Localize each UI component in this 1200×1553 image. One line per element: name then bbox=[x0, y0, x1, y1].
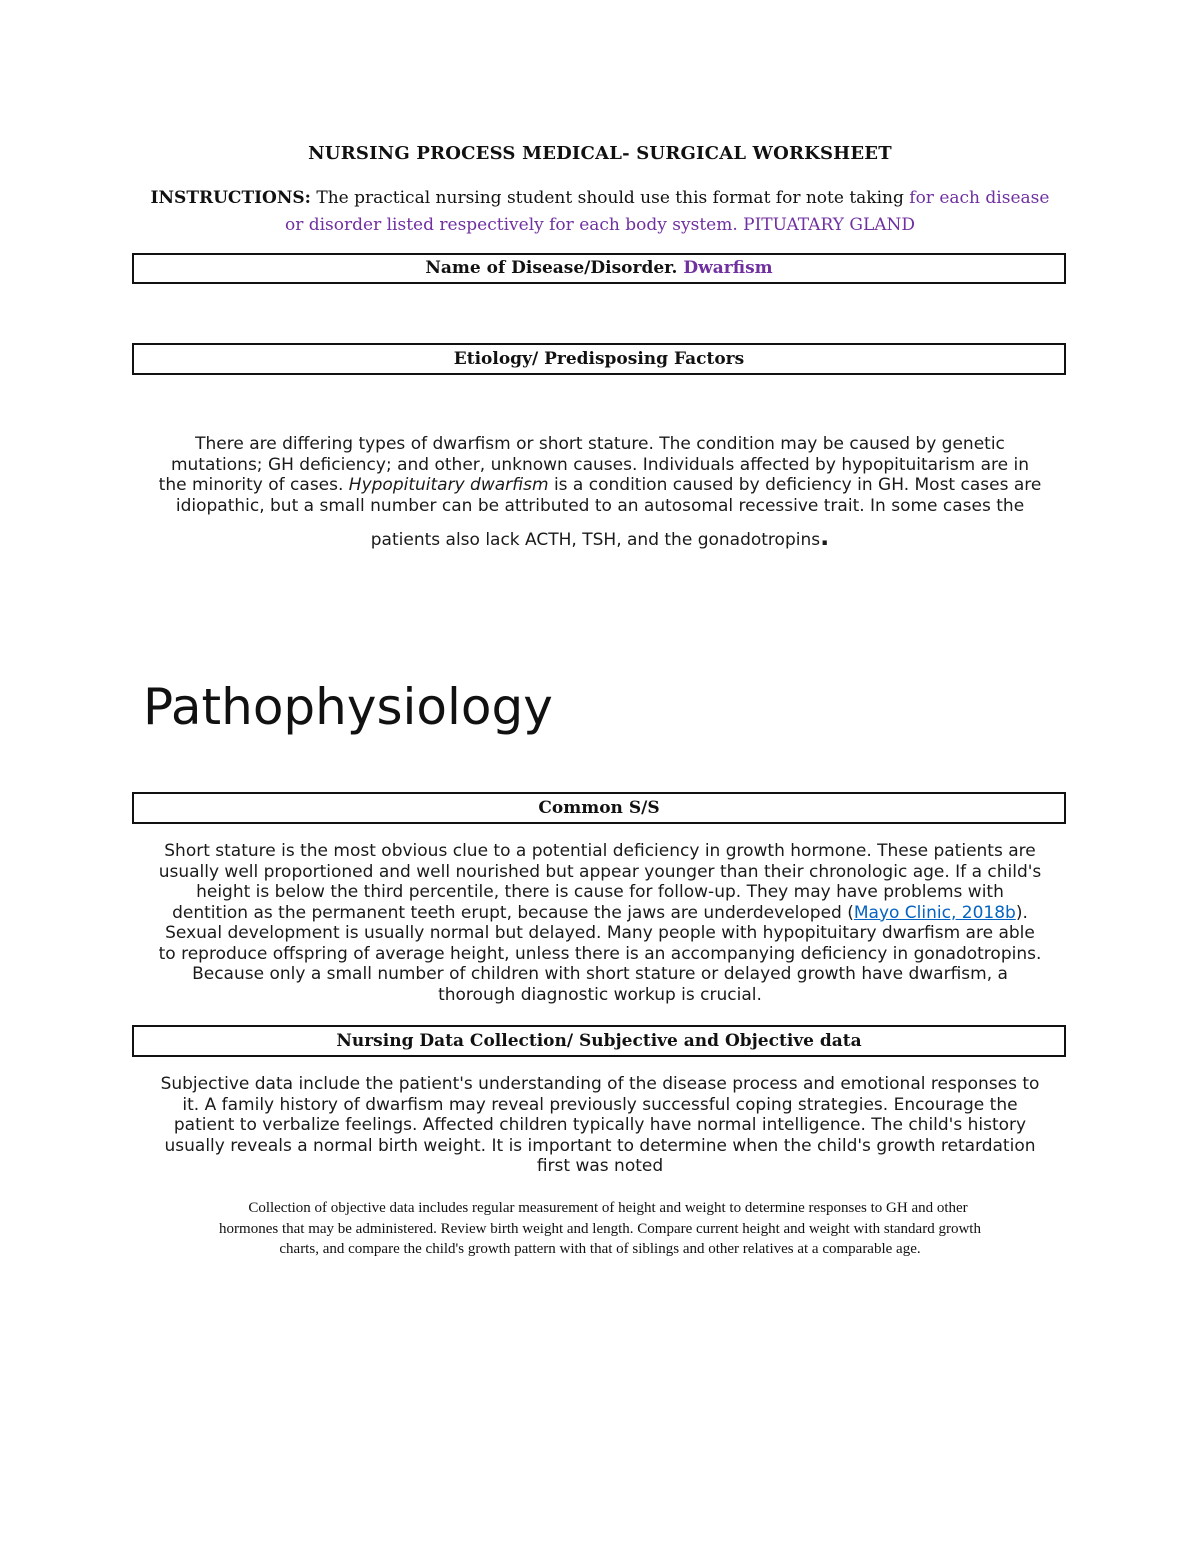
signs-line: to reproduce offspring of average height, unless there is an accompanying deficiency in gonadotropins. bbox=[158, 943, 1042, 964]
signs-line: height is below the third percentile, there is cause for follow-up. They may have problems with bbox=[196, 882, 1004, 902]
signs-heading-box bbox=[132, 792, 1066, 824]
etiology-heading-box bbox=[132, 343, 1066, 375]
data-collection-heading-box bbox=[132, 1025, 1066, 1057]
etiology-line bbox=[100, 523, 1100, 551]
signs-line: Because only a small number of children with short stature or delayed growth have dwarfism, a bbox=[192, 964, 1008, 984]
etiology-italic-term: Hypopituitary dwarfism bbox=[348, 475, 549, 495]
instructions-text: The practical nursing student should use this format for note taking bbox=[316, 188, 904, 208]
signs-text bbox=[100, 841, 1100, 1005]
objective-line: Collection of objective data includes regular measurement of height and weight to determine responses to GH and other bbox=[248, 1200, 968, 1216]
signs-line: Sexual development is usually normal but delayed. Many people with hypopituitary dwarfism are able bbox=[165, 923, 1035, 943]
disease-name-box bbox=[132, 253, 1066, 284]
etiology-period: . bbox=[820, 523, 830, 551]
subjective-line: first was noted bbox=[536, 1156, 664, 1176]
objective-line: hormones that may be administered. Review birth weight and length. Compare current height and weight with standard growth bbox=[219, 1220, 981, 1237]
etiology-text bbox=[100, 434, 1100, 551]
disease-value: Dwarfism bbox=[683, 258, 773, 278]
signs-line: Short stature is the most obvious clue to a potential deficiency in growth hormone. These patients are bbox=[164, 841, 1036, 861]
etiology-line bbox=[100, 475, 1100, 496]
instructions bbox=[140, 185, 1060, 239]
etiology-line-part: the minority of cases. bbox=[158, 475, 344, 495]
instructions-label: INSTRUCTIONS: bbox=[150, 188, 311, 208]
subjective-text bbox=[100, 1074, 1100, 1177]
etiology-line: mutations; GH deficiency; and other, unknown causes. Individuals affected by hypopituitarism are in bbox=[170, 454, 1030, 475]
objective-line: charts, and compare the child's growth pattern with that of siblings and other relatives at a comparable age. bbox=[279, 1241, 921, 1257]
instructions-purple-2: or disorder listed respectively for each body system. PITUATARY GLAND bbox=[284, 215, 916, 235]
signs-line: usually well proportioned and well nourished but appear younger than their chronologic age. If a child's bbox=[158, 861, 1042, 882]
instructions-purple-1: for each disease bbox=[909, 188, 1050, 208]
subjective-line: it. A family history of dwarfism may reveal previously successful coping strategies. Encourage the bbox=[182, 1094, 1018, 1115]
mayo-clinic-link[interactable]: Mayo Clinic, 2018b bbox=[853, 902, 1016, 923]
disease-label: Name of Disease/Disorder. bbox=[425, 258, 678, 278]
pathophysiology-heading: Pathophysiology bbox=[143, 678, 553, 736]
signs-line bbox=[100, 903, 1100, 924]
data-collection-heading: Nursing Data Collection/ Subjective and Objective data bbox=[336, 1031, 862, 1051]
subjective-line: patient to verbalize feelings. Affected children typically have normal intelligence. The child's history bbox=[173, 1115, 1027, 1135]
subjective-line: usually reveals a normal birth weight. It is important to determine when the child's growth retardation bbox=[164, 1135, 1036, 1156]
etiology-heading: Etiology/ Predisposing Factors bbox=[453, 349, 745, 369]
etiology-line-part: is a condition caused by deficiency in GH. Most cases are bbox=[553, 475, 1042, 495]
worksheet-title: NURSING PROCESS MEDICAL- SURGICAL WORKSHEET bbox=[308, 143, 892, 164]
signs-heading: Common S/S bbox=[538, 798, 660, 818]
etiology-line: idiopathic, but a small number can be attributed to an autosomal recessive trait. In some cases the bbox=[175, 495, 1025, 516]
objective-text bbox=[100, 1198, 1100, 1260]
etiology-line: There are differing types of dwarfism or short stature. The condition may be caused by genetic bbox=[195, 434, 1005, 454]
etiology-line-part: patients also lack ACTH, TSH, and the gonadotropins bbox=[370, 530, 821, 550]
signs-line-part: dentition as the permanent teeth erupt, because the jaws are underdeveloped ( bbox=[172, 902, 854, 923]
signs-line: thorough diagnostic workup is crucial. bbox=[438, 984, 762, 1005]
subjective-line: Subjective data include the patient's understanding of the disease process and emotional responses to bbox=[160, 1074, 1040, 1094]
signs-line-part: ). bbox=[1015, 902, 1028, 923]
